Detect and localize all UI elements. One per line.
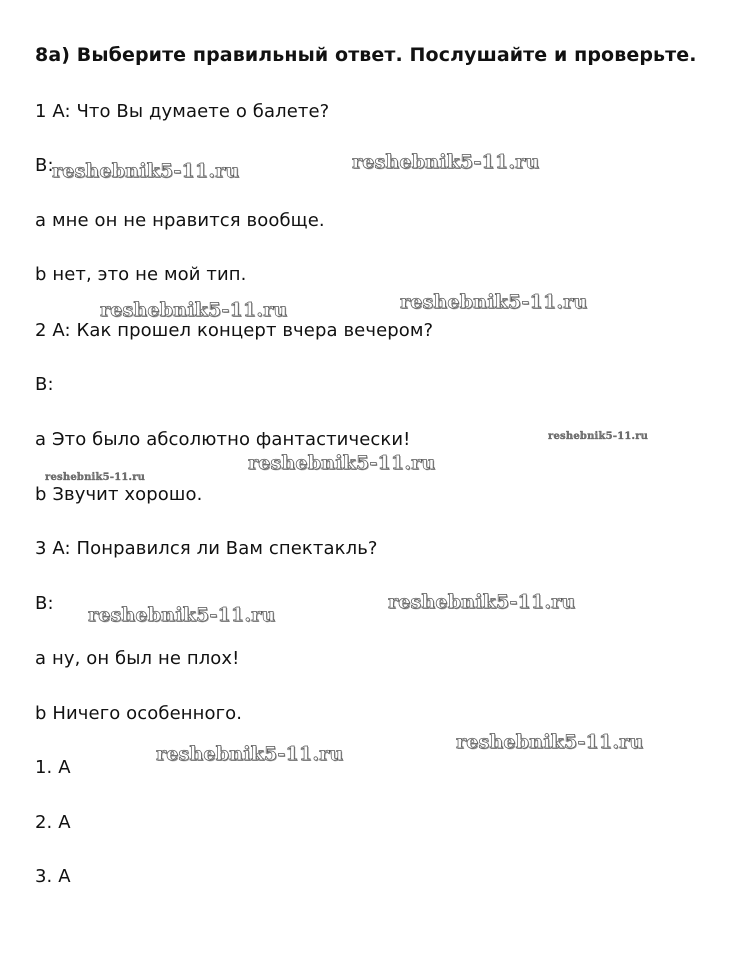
dialogue-2-option-b: b Звучит хорошо.	[35, 484, 203, 505]
answer-1: 1. A	[35, 757, 71, 778]
watermark: reshebnik5-11.ru	[352, 151, 540, 173]
exercise-heading: 8a) Выберите правильный ответ. Послушайте и проверьте.	[35, 44, 697, 66]
dialogue-1-option-a: a мне он не нравится вообще.	[35, 210, 325, 231]
watermark: reshebnik5-11.ru	[156, 743, 344, 765]
watermark: reshebnik5-11.ru	[52, 160, 240, 182]
dialogue-1-answer-label: B:	[35, 155, 54, 176]
watermark: reshebnik5-11.ru	[45, 472, 146, 483]
watermark: reshebnik5-11.ru	[548, 431, 649, 442]
dialogue-3-question: 3 A: Понравился ли Вам спектакль?	[35, 538, 378, 559]
watermark: reshebnik5-11.ru	[100, 299, 288, 321]
dialogue-1-question: 1 A: Что Вы думаете о балете?	[35, 101, 330, 122]
answer-3: 3. A	[35, 866, 71, 887]
dialogue-3-answer-label: B:	[35, 593, 54, 614]
dialogue-3-option-a: a ну, он был не плох!	[35, 648, 240, 669]
dialogue-3-option-b: b Ничего особенного.	[35, 703, 243, 724]
dialogue-2-option-a: a Это было абсолютно фантастически!	[35, 429, 411, 450]
dialogue-1-option-b: b нет, это не мой тип.	[35, 264, 247, 285]
dialogue-2-answer-label: B:	[35, 374, 54, 395]
watermark: reshebnik5-11.ru	[456, 731, 644, 753]
watermark: reshebnik5-11.ru	[248, 452, 436, 474]
watermark: reshebnik5-11.ru	[88, 604, 276, 626]
watermark: reshebnik5-11.ru	[388, 591, 576, 613]
dialogue-2-question: 2 A: Как прошел концерт вчера вечером?	[35, 320, 434, 341]
watermark: reshebnik5-11.ru	[400, 291, 588, 313]
answer-2: 2. A	[35, 812, 71, 833]
